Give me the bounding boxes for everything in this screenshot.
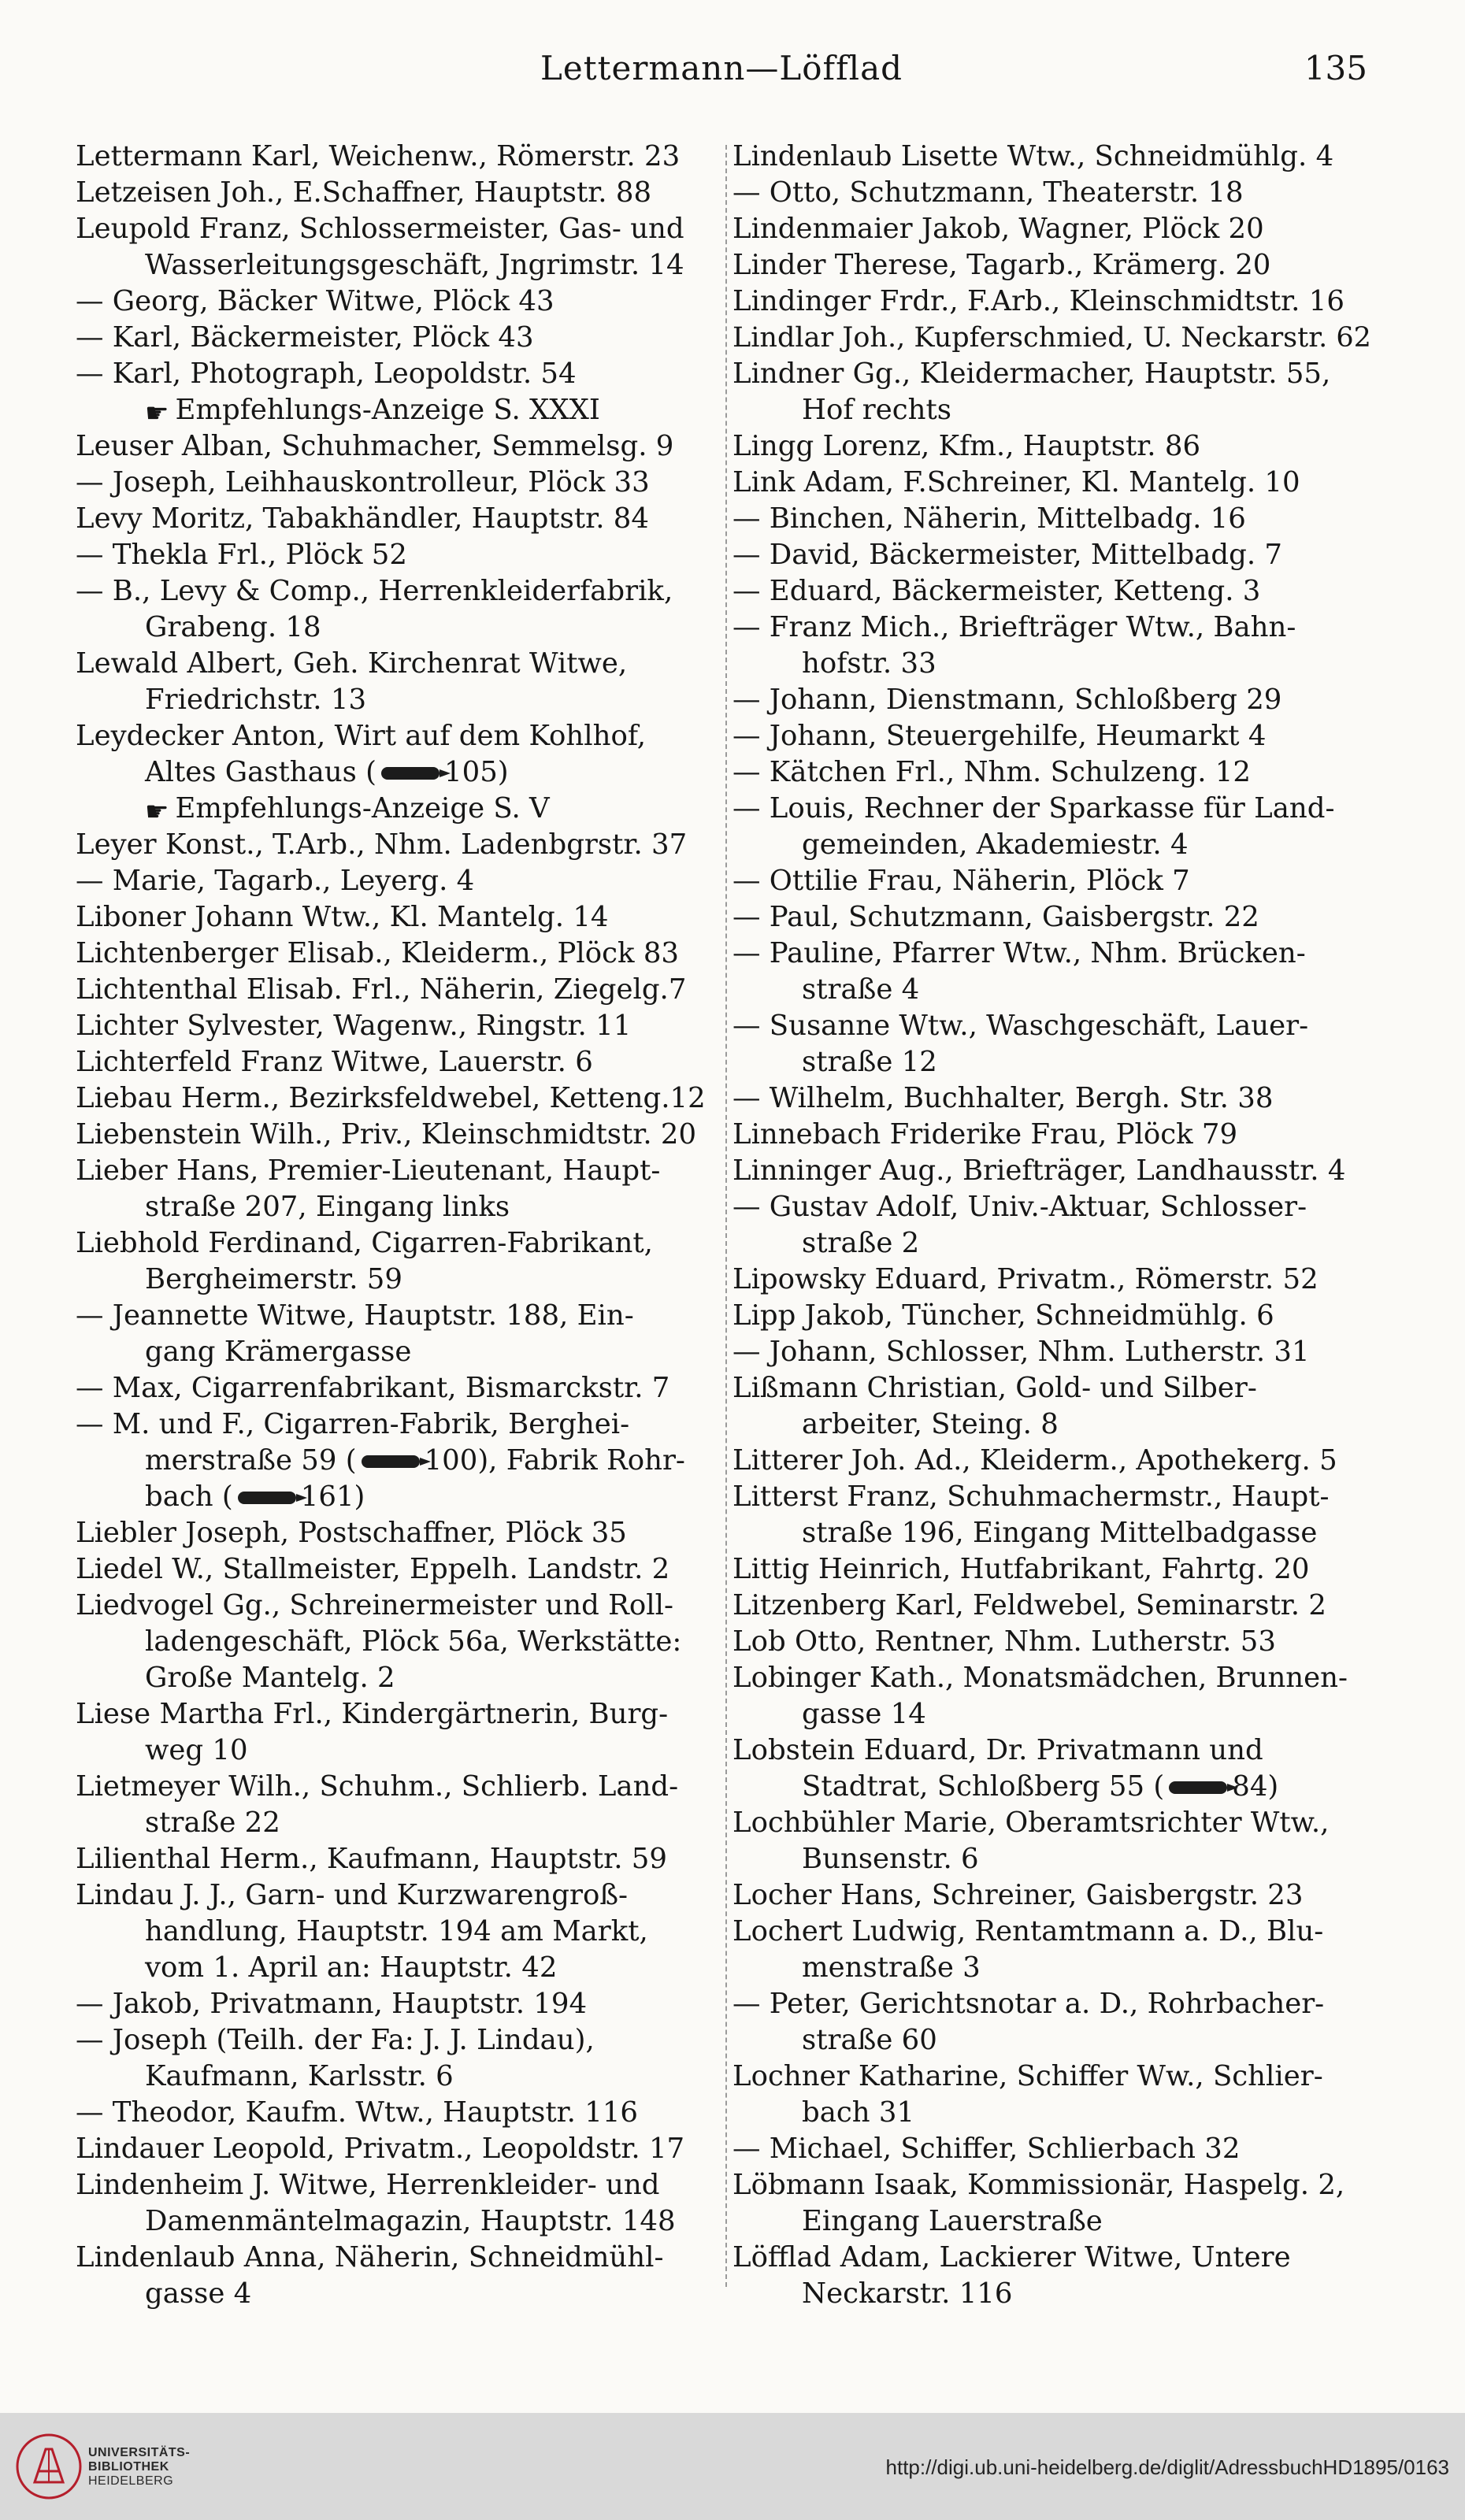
- entry-text: straße 22: [145, 1807, 280, 1839]
- entry-text: Lobinger Kath., Monatsmädchen, Brunnen-: [732, 1662, 1348, 1694]
- entry-text: Lochert Ludwig, Rentamtmann a. D., Blu-: [732, 1915, 1324, 1947]
- directory-line: [732, 1298, 1378, 1334]
- entry-text: straße 4: [802, 973, 920, 1006]
- directory-line: [732, 1225, 1378, 1262]
- entry-text: Lewald Albert, Geh. Kirchenrat Witwe,: [76, 647, 628, 680]
- entry-text: Kaufmann, Karlsstr. 6: [145, 2060, 454, 2092]
- entry-text: Lipp Jakob, Tüncher, Schneidmühlg. 6: [732, 1299, 1274, 1332]
- entry-text: Lindner Gg., Kleidermacher, Hauptstr. 55,: [732, 358, 1331, 390]
- entry-text: Lindinger Frdr., F.Arb., Kleinschmidtstr. 16: [732, 285, 1344, 317]
- directory-line: [732, 1117, 1378, 1153]
- entry-text: bach (: [145, 1480, 233, 1513]
- directory-line: [732, 972, 1378, 1008]
- directory-line: [732, 1841, 1378, 1877]
- directory-line: [76, 2131, 721, 2167]
- footer-bar: [0, 2413, 1465, 2520]
- directory-line: [76, 1588, 721, 1624]
- entry-text: Grabeng. 18: [145, 611, 321, 643]
- directory-line: [76, 1189, 721, 1225]
- entry-text: menstraße 3: [802, 1951, 981, 1984]
- entry-text: Linnebach Friderike Frau, Plöck 79: [732, 1118, 1238, 1151]
- entry-text: Bunsenstr. 6: [802, 1843, 979, 1875]
- directory-line: [76, 573, 721, 610]
- directory-line: [76, 1660, 721, 1696]
- directory-line: [76, 247, 721, 284]
- directory-line: [76, 1950, 721, 1986]
- directory-line: [732, 718, 1378, 754]
- directory-line: [76, 284, 721, 320]
- reference-arrow-icon: [238, 1492, 296, 1504]
- entry-text: Damenmäntelmagazin, Hauptstr. 148: [145, 2205, 676, 2237]
- entry-text: — Pauline, Pfarrer Wtw., Nhm. Brücken-: [732, 937, 1306, 969]
- directory-line: [732, 791, 1378, 827]
- entry-text: arbeiter, Steing. 8: [802, 1408, 1059, 1440]
- directory-line: [732, 1732, 1378, 1769]
- entry-text: Altes Gasthaus (: [145, 756, 377, 788]
- directory-line: [732, 1515, 1378, 1551]
- directory-line: [76, 1877, 721, 1914]
- directory-line: [76, 827, 721, 863]
- directory-line: [732, 682, 1378, 718]
- reference-arrow-icon: [381, 767, 440, 780]
- directory-line: [732, 1805, 1378, 1841]
- directory-line: [732, 2131, 1378, 2167]
- directory-line: [76, 392, 721, 428]
- entry-text: gasse 14: [802, 1698, 926, 1730]
- entry-text: Löbmann Isaak, Kommissionär, Haspelg. 2,: [732, 2169, 1345, 2201]
- entry-text: Lindau J. J., Garn- und Kurzwarengroß-: [76, 1879, 629, 1911]
- entry-text: Letzeisen Joh., E.Schaffner, Hauptstr. 88: [76, 176, 652, 209]
- directory-line: [76, 1117, 721, 1153]
- column-divider: [725, 145, 727, 2287]
- entry-text: Lettermann Karl, Weichenw., Römerstr. 23: [76, 140, 681, 172]
- entry-text: Große Mantelg. 2: [145, 1662, 395, 1694]
- entry-text: Lindlar Joh., Kupferschmied, U. Neckarstr. 62: [732, 322, 1371, 354]
- directory-line: [76, 1443, 721, 1479]
- directory-line: [732, 139, 1378, 175]
- entry-text: Linder Therese, Tagarb., Krämerg. 20: [732, 249, 1271, 281]
- directory-line: [76, 2203, 721, 2240]
- entry-text: gang Krämergasse: [145, 1336, 412, 1368]
- page-header: [76, 49, 1367, 96]
- directory-line: [76, 1732, 721, 1769]
- entry-text: Lindenlaub Anna, Näherin, Schneidmühl-: [76, 2241, 664, 2274]
- entry-text: Litterst Franz, Schuhmachermstr., Haupt-: [732, 1480, 1330, 1513]
- entry-text: Hof rechts: [802, 394, 951, 426]
- directory-line: [732, 1153, 1378, 1189]
- entry-text: Lobstein Eduard, Dr. Privatmann und: [732, 1734, 1263, 1766]
- entry-text: Linninger Aug., Briefträger, Landhausstr. 4: [732, 1154, 1346, 1187]
- directory-line: [76, 1696, 721, 1732]
- entry-text: Link Adam, F.Schreiner, Kl. Mantelg. 10: [732, 466, 1300, 498]
- directory-line: [732, 1370, 1378, 1406]
- entry-text: straße 196, Eingang Mittelbadgasse: [802, 1517, 1318, 1549]
- entry-text: — Thekla Frl., Plöck 52: [76, 539, 407, 571]
- entry-text: Lindenlaub Lisette Wtw., Schneidmühlg. 4: [732, 140, 1334, 172]
- library-line: HEIDELBERG: [88, 2474, 174, 2488]
- left-column: [76, 139, 721, 2312]
- entry-text: Stadtrat, Schloßberg 55 (: [802, 1770, 1165, 1803]
- directory-line: [76, 1841, 721, 1877]
- directory-line: [732, 537, 1378, 573]
- entry-text: — Otto, Schutzmann, Theaterstr. 18: [732, 176, 1244, 209]
- entry-text: — Karl, Bäckermeister, Plöck 43: [76, 321, 534, 354]
- directory-line: [732, 899, 1378, 936]
- directory-line: [76, 320, 721, 356]
- entry-text: Lichtenthal Elisab. Frl., Näherin, Ziegelg.7: [76, 973, 687, 1006]
- directory-line: [732, 175, 1378, 211]
- directory-line: [732, 1769, 1378, 1805]
- directory-line: [732, 1443, 1378, 1479]
- entry-text: Lilienthal Herm., Kaufmann, Hauptstr. 59: [76, 1843, 667, 1875]
- library-line: UNIVERSITÄTS-: [88, 2446, 191, 2459]
- entry-text: Eingang Lauerstraße: [802, 2205, 1103, 2237]
- entry-text: — Susanne Wtw., Waschgeschäft, Lauer-: [732, 1010, 1309, 1042]
- entry-text: gemeinden, Akademiestr. 4: [802, 828, 1189, 861]
- library-line: BIBLIOTHEK: [88, 2460, 169, 2474]
- directory-line: [76, 754, 721, 791]
- directory-line: [732, 1624, 1378, 1660]
- entry-text: — Peter, Gerichtsnotar a. D., Rohrbacher-: [732, 1988, 1325, 2020]
- entry-text: Friedrichstr. 13: [145, 684, 367, 716]
- directory-line: [732, 863, 1378, 899]
- directory-line: [732, 1080, 1378, 1117]
- entry-text: straße 60: [802, 2024, 937, 2056]
- pointing-hand-icon: ☛: [145, 796, 169, 827]
- entry-text: Levy Moritz, Tabakhändler, Hauptstr. 84: [76, 502, 649, 535]
- entry-text: — Johann, Steuergehilfe, Heumarkt 4: [732, 720, 1267, 752]
- directory-line: [732, 2022, 1378, 2059]
- entry-text: Lochbühler Marie, Oberamtsrichter Wtw.,: [732, 1807, 1330, 1839]
- page-number: 135: [1304, 49, 1367, 87]
- directory-line: [76, 646, 721, 682]
- directory-line: [732, 1588, 1378, 1624]
- directory-line: [732, 1189, 1378, 1225]
- entry-text: — Kätchen Frl., Nhm. Schulzeng. 12: [732, 756, 1251, 788]
- entry-text: Lichter Sylvester, Wagenw., Ringstr. 11: [76, 1010, 632, 1042]
- directory-line: [732, 356, 1378, 392]
- entry-text: Empfehlungs-Anzeige S. XXXI: [175, 394, 600, 426]
- entry-text: Neckarstr. 116: [802, 2277, 1013, 2310]
- entry-text: — David, Bäckermeister, Mittelbadg. 7: [732, 539, 1282, 571]
- directory-line: [76, 537, 721, 573]
- entry-text: — Marie, Tagarb., Leyerg. 4: [76, 865, 475, 897]
- entry-text: Littig Heinrich, Hutfabrikant, Fahrtg. 20: [732, 1553, 1310, 1585]
- reference-arrow-icon: [1169, 1781, 1227, 1794]
- directory-line: [732, 2203, 1378, 2240]
- directory-line: [76, 211, 721, 247]
- directory-line: [732, 2059, 1378, 2095]
- directory-line: [76, 682, 721, 718]
- entry-text: vom 1. April an: Hauptstr. 42: [145, 1951, 558, 1984]
- directory-line: [732, 1008, 1378, 1044]
- entry-text: — Jakob, Privatmann, Hauptstr. 194: [76, 1988, 588, 2020]
- entry-text: Lipowsky Eduard, Privatm., Römerstr. 52: [732, 1263, 1318, 1295]
- directory-line: [76, 1515, 721, 1551]
- reference-arrow-icon: [362, 1455, 420, 1468]
- entry-text: Empfehlungs-Anzeige S. V: [175, 792, 550, 825]
- entry-text: — Eduard, Bäckermeister, Ketteng. 3: [732, 575, 1261, 607]
- university-seal-icon: [14, 2432, 83, 2501]
- entry-text: Liebenstein Wilh., Priv., Kleinschmidtstr. 20: [76, 1118, 697, 1151]
- entry-text: Löfflad Adam, Lackierer Witwe, Untere: [732, 2241, 1291, 2274]
- directory-line: [76, 175, 721, 211]
- directory-line: [76, 1551, 721, 1588]
- directory-line: [732, 754, 1378, 791]
- directory-line: [732, 392, 1378, 428]
- entry-text: Liedel W., Stallmeister, Eppelh. Landstr. 2: [76, 1553, 670, 1585]
- directory-line: [732, 1660, 1378, 1696]
- directory-line: [76, 936, 721, 972]
- directory-line: [76, 718, 721, 754]
- directory-line: [76, 1479, 721, 1515]
- entry-text: merstraße 59 (: [145, 1444, 357, 1477]
- directory-line: [76, 465, 721, 501]
- entry-text: — M. und F., Cigarren-Fabrik, Berghei-: [76, 1408, 630, 1440]
- directory-line: [732, 1479, 1378, 1515]
- entry-text: Lißmann Christian, Gold- und Silber-: [732, 1372, 1257, 1404]
- entry-text: Lindenmaier Jakob, Wagner, Plöck 20: [732, 213, 1264, 245]
- directory-line: [76, 1080, 721, 1117]
- entry-text: Leydecker Anton, Wirt auf dem Kohlhof,: [76, 720, 647, 752]
- library-name: [88, 2446, 190, 2488]
- entry-text: — Karl, Photograph, Leopoldstr. 54: [76, 358, 577, 390]
- entry-text: — Wilhelm, Buchhalter, Bergh. Str. 38: [732, 1082, 1274, 1114]
- entry-text: Leupold Franz, Schlossermeister, Gas- und: [76, 213, 684, 245]
- entry-text: — Louis, Rechner der Sparkasse für Land-: [732, 792, 1335, 825]
- directory-line: [732, 573, 1378, 610]
- directory-line: [76, 1044, 721, 1080]
- directory-line: [76, 1914, 721, 1950]
- directory-line: [76, 1624, 721, 1660]
- directory-line: [732, 1986, 1378, 2022]
- entry-text: Lob Otto, Rentner, Nhm. Lutherstr. 53: [732, 1625, 1276, 1658]
- directory-line: [732, 827, 1378, 863]
- entry-text: — Paul, Schutzmann, Gaisbergstr. 22: [732, 901, 1259, 933]
- right-column: [732, 139, 1378, 2312]
- entry-text: straße 12: [802, 1046, 937, 1078]
- directory-line: [732, 465, 1378, 501]
- directory-line: [732, 428, 1378, 465]
- directory-line: [732, 1044, 1378, 1080]
- directory-line: [76, 1805, 721, 1841]
- entry-text: — Theodor, Kaufm. Wtw., Hauptstr. 116: [76, 2096, 639, 2129]
- entry-text: Bergheimerstr. 59: [145, 1263, 402, 1295]
- directory-line: [76, 1986, 721, 2022]
- directory-line: [76, 2095, 721, 2131]
- directory-line: [732, 247, 1378, 284]
- entry-text: — Jeannette Witwe, Hauptstr. 188, Ein-: [76, 1299, 634, 1332]
- directory-line: [732, 501, 1378, 537]
- entry-text: straße 2: [802, 1227, 920, 1259]
- directory-line: [76, 501, 721, 537]
- entry-text: weg 10: [145, 1734, 248, 1766]
- directory-line: [76, 2240, 721, 2276]
- entry-text: Lietmeyer Wilh., Schuhm., Schlierb. Land-: [76, 1770, 679, 1803]
- entry-text: — Binchen, Näherin, Mittelbadg. 16: [732, 502, 1246, 535]
- entry-text: Liebau Herm., Bezirksfeldwebel, Ketteng.12: [76, 1082, 706, 1114]
- directory-line: [76, 899, 721, 936]
- reference-text: 105): [444, 756, 509, 788]
- directory-line: [76, 139, 721, 175]
- directory-line: [76, 1406, 721, 1443]
- directory-line: [76, 2022, 721, 2059]
- directory-line: [732, 2276, 1378, 2312]
- directory-line: [732, 1950, 1378, 1986]
- directory-line: [732, 1406, 1378, 1443]
- directory-line: [732, 1696, 1378, 1732]
- reference-text: 100), Fabrik Rohr-: [424, 1444, 685, 1477]
- directory-line: [732, 646, 1378, 682]
- directory-line: [76, 1334, 721, 1370]
- directory-line: [732, 1914, 1378, 1950]
- entry-text: — Ottilie Frau, Näherin, Plöck 7: [732, 865, 1190, 897]
- directory-line: [732, 211, 1378, 247]
- directory-line: [76, 972, 721, 1008]
- directory-line: [732, 1551, 1378, 1588]
- entry-text: Leyer Konst., T.Arb., Nhm. Ladenbgrstr. 37: [76, 828, 688, 861]
- entry-text: — Joseph, Leihhauskontrolleur, Plöck 33: [76, 466, 650, 498]
- entry-text: Liedvogel Gg., Schreinermeister und Roll-: [76, 1589, 673, 1621]
- source-url[interactable]: http://digi.ub.uni-heidelberg.de/diglit/AdressbuchHD1895/0163: [885, 2455, 1449, 2479]
- entry-text: — Franz Mich., Briefträger Wtw., Bahn-: [732, 611, 1296, 643]
- entry-text: Litzenberg Karl, Feldwebel, Seminarstr. 2: [732, 1589, 1326, 1621]
- directory-line: [732, 320, 1378, 356]
- reference-text: 84): [1232, 1770, 1279, 1803]
- entry-text: handlung, Hauptstr. 194 am Markt,: [145, 1915, 648, 1947]
- directory-line: [76, 1225, 721, 1262]
- directory-line: [76, 1298, 721, 1334]
- entry-text: — Georg, Bäcker Witwe, Plöck 43: [76, 285, 554, 317]
- entry-text: — Johann, Schlosser, Nhm. Lutherstr. 31: [732, 1336, 1310, 1368]
- directory-line: [76, 791, 721, 827]
- directory-line: [732, 610, 1378, 646]
- directory-line: [76, 863, 721, 899]
- directory-line: [76, 2059, 721, 2095]
- directory-line: [732, 1877, 1378, 1914]
- entry-text: — Max, Cigarrenfabrikant, Bismarckstr. 7: [76, 1372, 670, 1404]
- entry-text: Litterer Joh. Ad., Kleiderm., Apothekerg. 5: [732, 1444, 1337, 1477]
- directory-line: [76, 1008, 721, 1044]
- pointing-hand-icon: ☛: [145, 398, 169, 428]
- directory-line: [76, 1370, 721, 1406]
- directory-line: [76, 428, 721, 465]
- directory-line: [732, 2167, 1378, 2203]
- directory-line: [732, 1334, 1378, 1370]
- directory-line: [732, 936, 1378, 972]
- entry-text: Lochner Katharine, Schiffer Ww., Schlier-: [732, 2060, 1323, 2092]
- entry-text: Lichterfeld Franz Witwe, Lauerstr. 6: [76, 1046, 593, 1078]
- entry-text: bach 31: [802, 2096, 915, 2129]
- entry-text: Lieber Hans, Premier-Lieutenant, Haupt-: [76, 1154, 661, 1187]
- entry-text: hofstr. 33: [802, 647, 936, 680]
- directory-line: [76, 2167, 721, 2203]
- entry-text: gasse 4: [145, 2277, 252, 2310]
- entry-text: Lichtenberger Elisab., Kleiderm., Plöck 83: [76, 937, 680, 969]
- entry-text: — Johann, Dienstmann, Schloßberg 29: [732, 684, 1282, 716]
- entry-text: Liese Martha Frl., Kindergärtnerin, Burg-: [76, 1698, 669, 1730]
- entry-text: Lingg Lorenz, Kfm., Hauptstr. 86: [732, 430, 1201, 462]
- directory-line: [732, 284, 1378, 320]
- entry-text: Liebler Joseph, Postschaffner, Plöck 35: [76, 1517, 627, 1549]
- entry-text: Locher Hans, Schreiner, Gaisbergstr. 23: [732, 1879, 1304, 1911]
- entry-text: straße 207, Eingang links: [145, 1191, 510, 1223]
- directory-line: [76, 356, 721, 392]
- entry-text: Liebhold Ferdinand, Cigarren-Fabrikant,: [76, 1227, 653, 1259]
- entry-text: Lindauer Leopold, Privatm., Leopoldstr. 17: [76, 2133, 685, 2165]
- directory-line: [732, 2240, 1378, 2276]
- directory-line: [732, 2095, 1378, 2131]
- entry-text: — Michael, Schiffer, Schlierbach 32: [732, 2133, 1241, 2165]
- reference-text: 161): [300, 1480, 365, 1513]
- entry-text: Liboner Johann Wtw., Kl. Mantelg. 14: [76, 901, 609, 933]
- directory-line: [732, 1262, 1378, 1298]
- entry-text: — B., Levy & Comp., Herrenkleiderfabrik,: [76, 575, 673, 607]
- entry-text: Wasserleitungsgeschäft, Jngrimstr. 14: [145, 249, 684, 281]
- directory-line: [76, 1769, 721, 1805]
- directory-line: [76, 1153, 721, 1189]
- directory-line: [76, 1262, 721, 1298]
- entry-text: — Gustav Adolf, Univ.-Aktuar, Schlosser-: [732, 1191, 1307, 1223]
- entry-text: — Joseph (Teilh. der Fa: J. J. Lindau),: [76, 2024, 595, 2056]
- running-title: Lettermann—Löfflad: [540, 49, 903, 87]
- entry-text: ladengeschäft, Plöck 56a, Werkstätte:: [145, 1625, 682, 1658]
- entry-text: Leuser Alban, Schuhmacher, Semmelsg. 9: [76, 430, 674, 462]
- directory-line: [76, 2276, 721, 2312]
- directory-line: [76, 610, 721, 646]
- entry-text: Lindenheim J. Witwe, Herrenkleider- und: [76, 2169, 660, 2201]
